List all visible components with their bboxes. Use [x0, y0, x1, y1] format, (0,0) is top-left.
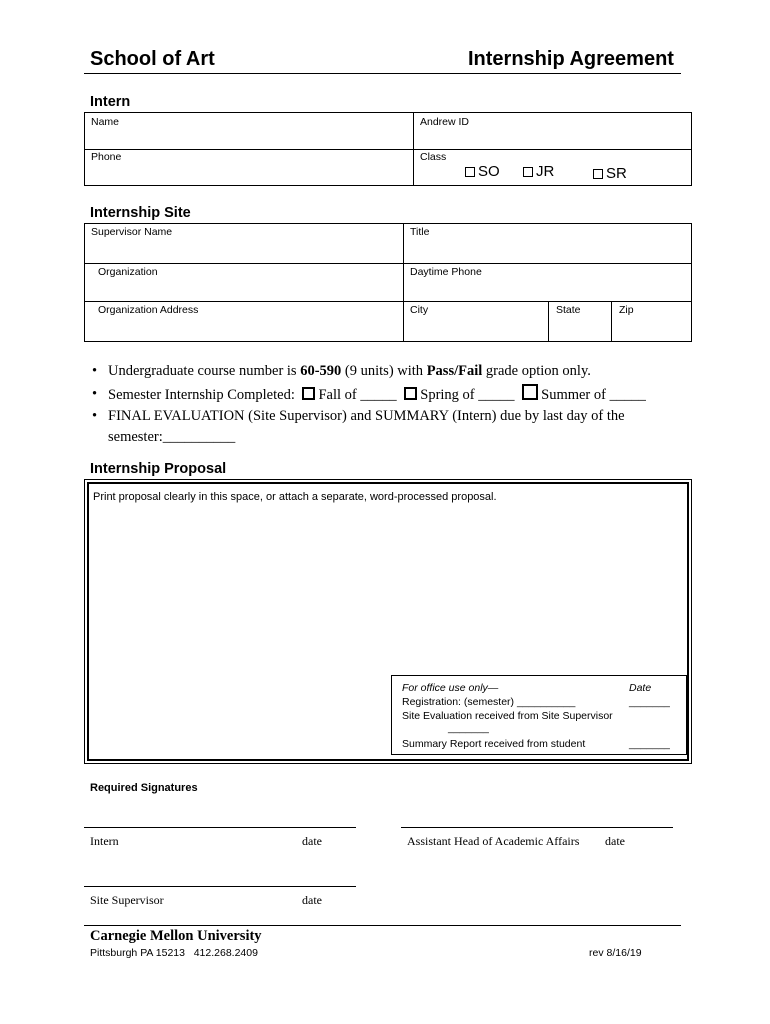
daytime-phone-label: Daytime Phone	[410, 266, 482, 278]
class-label: Class	[420, 151, 447, 163]
checkbox-icon[interactable]	[523, 167, 533, 177]
footer-rule	[84, 925, 681, 926]
site-supervisor-label: Site Supervisor	[90, 893, 164, 907]
final-eval-note: • FINAL EVALUATION (Site Supervisor) and SUMMARY (Intern) due by last day of the semester:__________	[88, 406, 688, 448]
intern-signature-line[interactable]	[84, 827, 356, 828]
registration-date: _______	[629, 696, 670, 708]
header-rule	[84, 73, 681, 74]
organization-label: Organization	[98, 266, 158, 278]
university-address: Pittsburgh PA 15213 412.268.2409	[90, 947, 258, 959]
office-use-box	[391, 675, 687, 755]
checkbox-icon[interactable]	[593, 169, 603, 179]
site-eval-line: Site Evaluation received from Site Supervisor	[402, 710, 613, 722]
university-name: Carnegie Mellon University	[90, 928, 262, 944]
site-supervisor-signature-line[interactable]	[84, 886, 356, 887]
registration-line: Registration: (semester) __________	[402, 696, 576, 708]
intern-section-title: Intern	[90, 94, 131, 110]
spring-checkbox-icon[interactable]	[404, 387, 417, 400]
summary-date: _______	[629, 738, 670, 750]
fall-checkbox-icon[interactable]	[302, 387, 315, 400]
intern-signature-label: Intern	[90, 834, 119, 848]
proposal-instructions: Print proposal clearly in this space, or attach a separate, word-processed proposal.	[93, 491, 497, 503]
city-label: City	[410, 304, 429, 316]
site-supervisor-date-label: date	[302, 893, 322, 907]
assistant-head-signature-line[interactable]	[401, 827, 673, 828]
office-use-title: For office use only—	[402, 682, 499, 694]
assistant-head-label: Assistant Head of Academic Affairs	[407, 834, 580, 848]
class-option-sr[interactable]: SR	[593, 165, 627, 182]
proposal-section-title: Internship Proposal	[90, 461, 227, 477]
summary-line: Summary Report received from student	[402, 738, 586, 750]
intern-table	[84, 112, 692, 186]
form-title: Internship Agreement	[468, 48, 674, 70]
title-label: Title	[410, 226, 430, 238]
site-section-title: Internship Site	[90, 205, 191, 221]
proposal-textarea[interactable]	[87, 482, 689, 761]
office-date-header: Date	[629, 682, 652, 694]
assistant-head-date-label: date	[605, 834, 625, 848]
school-title: School of Art	[90, 48, 215, 70]
class-option-so[interactable]: SO	[465, 163, 500, 180]
organization-address-label: Organization Address	[98, 304, 199, 316]
name-label: Name	[91, 116, 120, 128]
course-note: • Undergraduate course number is 60-590 (9 units) with Pass/Fail grade option only.	[88, 361, 688, 382]
site-eval-date: _______	[448, 722, 489, 734]
notes-list	[88, 361, 688, 448]
zip-label: Zip	[619, 304, 634, 316]
site-table	[84, 223, 692, 342]
supervisor-name-label: Supervisor Name	[91, 226, 173, 238]
revision-date: rev 8/16/19	[589, 947, 642, 959]
phone-label: Phone	[91, 151, 122, 163]
summer-checkbox-icon[interactable]	[522, 384, 538, 400]
class-option-jr[interactable]: JR	[523, 163, 554, 180]
checkbox-icon[interactable]	[465, 167, 475, 177]
semester-note: • Semester Internship Completed: Fall of _____ Spring of _____ Summer of _____	[88, 384, 688, 406]
signatures-section-title: Required Signatures	[90, 782, 198, 794]
andrew-id-label: Andrew ID	[420, 116, 470, 128]
intern-date-label: date	[302, 834, 322, 848]
proposal-box-outer	[84, 479, 692, 764]
state-label: State	[556, 304, 581, 316]
